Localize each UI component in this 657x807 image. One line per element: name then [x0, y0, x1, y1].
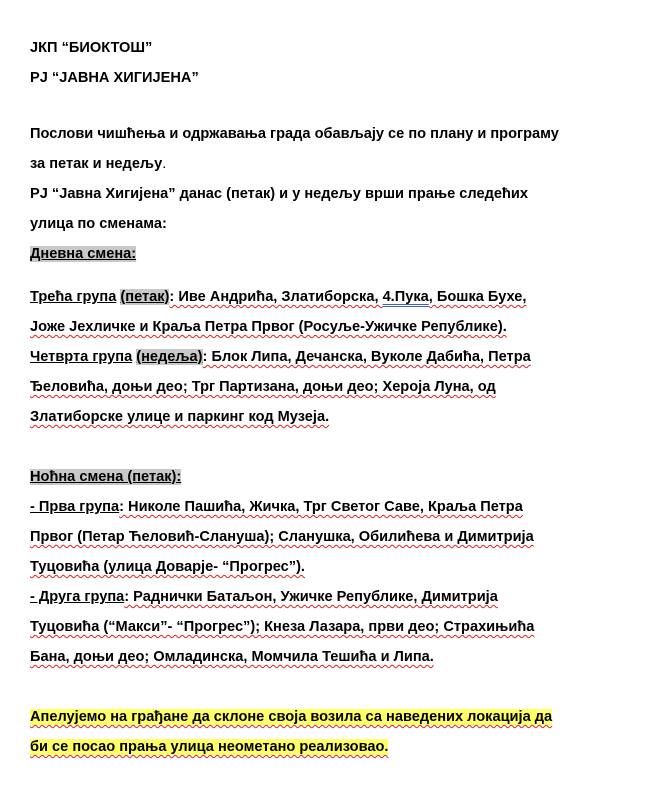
group3-streets-a: : Иве Андрића, Златиборска, [169, 289, 383, 305]
group1-line-1 [30, 492, 630, 522]
night-shift-heading-row [30, 462, 630, 492]
day-shift-section [30, 282, 630, 432]
night-shift-section [30, 492, 630, 672]
appeal-line-2-row [30, 732, 630, 762]
day-shift-heading-row [30, 239, 630, 269]
group4-day: (недеља) [136, 349, 203, 365]
night-shift-heading: Ноћна смена (петак): [30, 469, 182, 485]
intro-line-2-period: . [162, 156, 167, 172]
group1-line-3: Туцовића (улица Доварје- “Прогрес”). [30, 559, 305, 575]
group3-streets-b: , Бошка Бухе, [428, 289, 527, 305]
day-shift-heading: Дневна смена: [30, 246, 137, 262]
group3-day: (петак) [120, 289, 170, 305]
appeal-line-1: Апелујемо на грађане да склоне своја возила са наведених локација да [30, 709, 553, 725]
group1-line-2: Првог (Петар Ћеловић-Слануша); Сланушка, Обилићева и Димитрија [30, 529, 534, 545]
organization-name: ЈКП “БИОКТОШ” [30, 40, 153, 56]
intro-paragraph [30, 119, 630, 239]
group3-line-2: Јоже Јехличке и Краља Петра Првог (Росуље-Ужичке Републике). [30, 319, 507, 335]
appeal-paragraph [30, 702, 630, 762]
group2-line-3: Бана, доњи део; Омладинска, Момчила Тешића и Липа. [30, 649, 434, 665]
intro-line-1: Послови чишћења и одржавања града обављају се по плану и програму [30, 126, 559, 142]
group4-line-3: Златиборске улице и паркинг код Музеја. [30, 409, 330, 425]
document-page [30, 38, 630, 762]
group4-streets: : Блок Липа, Дечанска, Вуколе Дабића, Петра [202, 349, 531, 365]
unit-name: РЈ “ЈАВНА ХИГИЈЕНА” [30, 70, 199, 86]
group4-line-1 [30, 342, 630, 372]
intro-line-3: РЈ “Јавна Хигијена” данас (петак) и у недељу врши прање следећих [30, 186, 528, 202]
group4-line-2: Ђеловића, доњи део; Трг Партизана, доњи део; Хероја Луна, од [30, 379, 496, 395]
group3-number: 4.Пука [382, 289, 429, 305]
intro-line-4: улица по сменама: [30, 216, 167, 232]
group2-label: - Друга група [30, 589, 125, 605]
group3-label: Трећа група [30, 289, 117, 305]
appeal-line-1-row [30, 702, 630, 732]
group2-line-1 [30, 582, 630, 612]
group2-streets: : Раднички Батаљон, Ужичке Републике, Димитрија [124, 589, 498, 605]
intro-line-2 [30, 149, 630, 179]
group2-line-2: Туцовића (“Макси”- “Прогрес”); Кнеза Лазара, први део; Страхињића [30, 619, 535, 635]
appeal-line-2: би се посао прања улица неометано реализовао. [30, 739, 389, 755]
intro-line-2-text: за петак и недељу [30, 156, 163, 172]
group4-label: Четврта група [30, 349, 133, 365]
group1-streets: : Николе Пашића, Жичка, Трг Светог Саве, Краља Петра [119, 499, 523, 515]
group1-label: - Прва група [30, 499, 120, 515]
group3-line-1 [30, 282, 630, 312]
